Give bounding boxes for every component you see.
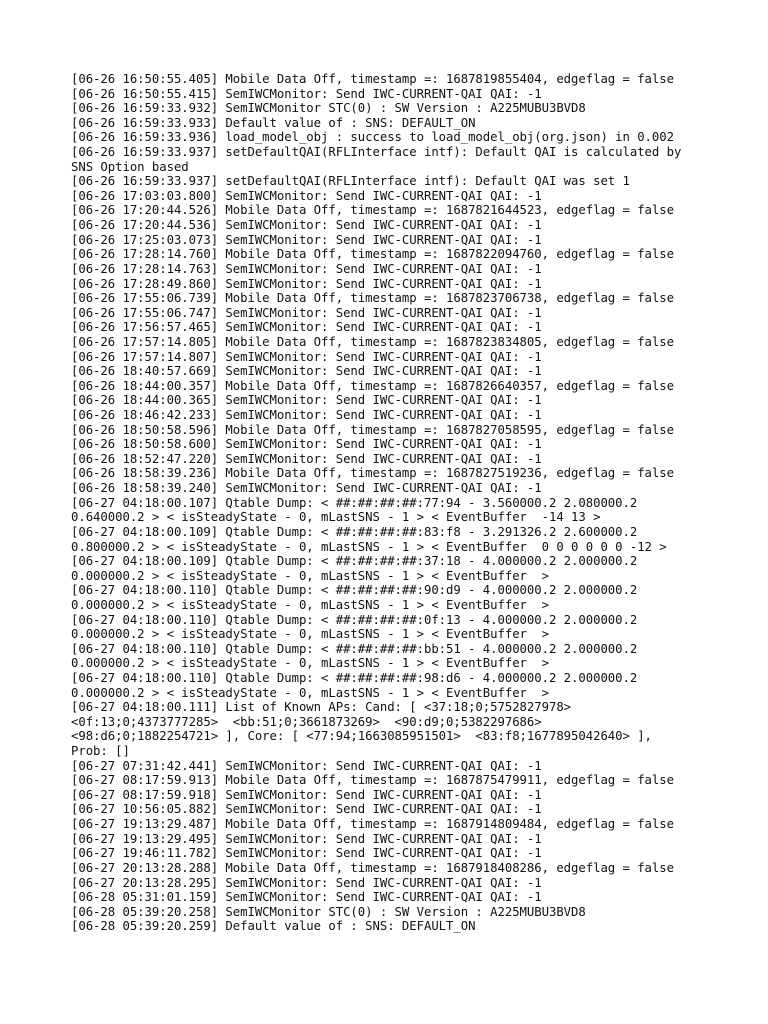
log-line: SNS Option based — [71, 159, 189, 174]
log-line: 0.000000.2 > < isSteadyState - 0, mLastSNS - 1 > < EventBuffer > — [71, 656, 549, 671]
log-line: [06-26 17:56:57.465] SemIWCMonitor: Send IWC-CURRENT-QAI QAI: -1 — [71, 320, 542, 335]
log-line: 0.000000.2 > < isSteadyState - 0, mLastSNS - 1 > < EventBuffer > — [71, 685, 549, 700]
log-line: [06-27 04:18:00.109] Qtable Dump: < ##:##:##:##:37:18 - 4.000000.2 2.000000.2 — [71, 554, 638, 569]
log-line: [06-27 04:18:00.110] Qtable Dump: < ##:##:##:##:98:d6 - 4.000000.2 2.000000.2 — [71, 670, 638, 685]
log-line: [06-26 17:20:44.536] SemIWCMonitor: Send IWC-CURRENT-QAI QAI: -1 — [71, 218, 542, 233]
log-line: 0.640000.2 > < isSteadyState - 0, mLastSNS - 1 > < EventBuffer -14 13 > — [71, 510, 601, 525]
log-line: [06-26 17:57:14.805] Mobile Data Off, timestamp =: 1687823834805, edgeflag = false — [71, 334, 674, 349]
log-line: 0.000000.2 > < isSteadyState - 0, mLastSNS - 1 > < EventBuffer > — [71, 597, 549, 612]
log-line: 0.800000.2 > < isSteadyState - 0, mLastSNS - 1 > < EventBuffer 0 0 0 0 0 0 -12 > — [71, 539, 667, 554]
log-line: <0f:13;0;4373777285> <bb:51;0;3661873269> <90:d9;0;5382297686> — [71, 714, 542, 729]
log-line: [06-26 17:28:14.763] SemIWCMonitor: Send IWC-CURRENT-QAI QAI: -1 — [71, 261, 542, 276]
log-line: [06-26 16:59:33.933] Default value of : SNS: DEFAULT_ON — [71, 115, 476, 130]
log-line: [06-27 07:31:42.441] SemIWCMonitor: Send IWC-CURRENT-QAI QAI: -1 — [71, 758, 542, 773]
log-line: [06-26 17:20:44.526] Mobile Data Off, timestamp =: 1687821644523, edgeflag = false — [71, 203, 674, 218]
log-line: [06-26 18:44:00.357] Mobile Data Off, timestamp =: 1687826640357, edgeflag = false — [71, 378, 674, 393]
log-line: [06-27 04:18:00.110] Qtable Dump: < ##:##:##:##:bb:51 - 4.000000.2 2.000000.2 — [71, 641, 638, 656]
log-line: [06-27 04:18:00.107] Qtable Dump: < ##:##:##:##:77:94 - 3.560000.2 2.080000.2 — [71, 495, 638, 510]
log-line: [06-27 10:56:05.882] SemIWCMonitor: Send IWC-CURRENT-QAI QAI: -1 — [71, 802, 542, 817]
log-line: [06-28 05:39:20.259] Default value of : SNS: DEFAULT_ON — [71, 919, 476, 934]
log-line: [06-27 04:18:00.110] Qtable Dump: < ##:##:##:##:90:d9 - 4.000000.2 2.000000.2 — [71, 583, 638, 598]
log-line: [06-27 19:46:11.782] SemIWCMonitor: Send IWC-CURRENT-QAI QAI: -1 — [71, 846, 542, 861]
log-line: [06-26 17:28:14.760] Mobile Data Off, timestamp =: 1687822094760, edgeflag = false — [71, 247, 674, 262]
log-line: [06-26 17:03:03.800] SemIWCMonitor: Send IWC-CURRENT-QAI QAI: -1 — [71, 188, 542, 203]
log-line: 0.000000.2 > < isSteadyState - 0, mLastSNS - 1 > < EventBuffer > — [71, 627, 549, 642]
log-line: [06-26 16:59:33.937] setDefaultQAI(RFLInterface intf): Default QAI is calculated by — [71, 145, 682, 160]
log-line: [06-27 20:13:28.295] SemIWCMonitor: Send IWC-CURRENT-QAI QAI: -1 — [71, 875, 542, 890]
log-line: [06-26 16:50:55.415] SemIWCMonitor: Send IWC-CURRENT-QAI QAI: -1 — [71, 86, 542, 101]
log-line: [06-28 05:39:20.258] SemIWCMonitor STC(0) : SW Version : A225MUBU3BVD8 — [71, 904, 586, 919]
log-line: [06-26 18:50:58.596] Mobile Data Off, timestamp =: 1687827058595, edgeflag = false — [71, 422, 674, 437]
log-line: Prob: [] — [71, 744, 130, 759]
log-line: [06-27 04:18:00.110] Qtable Dump: < ##:##:##:##:0f:13 - 4.000000.2 2.000000.2 — [71, 612, 638, 627]
log-line: [06-26 18:58:39.236] Mobile Data Off, timestamp =: 1687827519236, edgeflag = false — [71, 466, 674, 481]
log-line: [06-26 17:55:06.747] SemIWCMonitor: Send IWC-CURRENT-QAI QAI: -1 — [71, 305, 542, 320]
log-line: [06-26 18:46:42.233] SemIWCMonitor: Send IWC-CURRENT-QAI QAI: -1 — [71, 408, 542, 423]
log-line: [06-26 18:50:58.600] SemIWCMonitor: Send IWC-CURRENT-QAI QAI: -1 — [71, 437, 542, 452]
log-line: [06-26 17:25:03.073] SemIWCMonitor: Send IWC-CURRENT-QAI QAI: -1 — [71, 232, 542, 247]
log-line: [06-27 04:18:00.111] List of Known APs: Cand: [ <37:18;0;5752827978> — [71, 700, 572, 715]
log-line: 0.000000.2 > < isSteadyState - 0, mLastSNS - 1 > < EventBuffer > — [71, 568, 549, 583]
log-line: [06-27 19:13:29.487] Mobile Data Off, timestamp =: 1687914809484, edgeflag = false — [71, 817, 674, 832]
log-line: [06-28 05:31:01.159] SemIWCMonitor: Send IWC-CURRENT-QAI QAI: -1 — [71, 890, 542, 905]
log-line: <98:d6;0;1882254721> ], Core: [ <77:94;1663085951501> <83:f8;1677895042640> ], — [71, 729, 652, 744]
log-line: [06-26 16:50:55.405] Mobile Data Off, timestamp =: 1687819855404, edgeflag = false — [71, 72, 674, 86]
log-line: [06-27 20:13:28.288] Mobile Data Off, timestamp =: 1687918408286, edgeflag = false — [71, 860, 674, 875]
log-line: [06-26 18:40:57.669] SemIWCMonitor: Send IWC-CURRENT-QAI QAI: -1 — [71, 364, 542, 379]
log-line: [06-26 18:58:39.240] SemIWCMonitor: Send IWC-CURRENT-QAI QAI: -1 — [71, 481, 542, 496]
log-line: [06-26 17:57:14.807] SemIWCMonitor: Send IWC-CURRENT-QAI QAI: -1 — [71, 349, 542, 364]
log-line: [06-26 16:59:33.932] SemIWCMonitor STC(0) : SW Version : A225MUBU3BVD8 — [71, 101, 586, 116]
log-line: [06-26 17:55:06.739] Mobile Data Off, timestamp =: 1687823706738, edgeflag = false — [71, 291, 674, 306]
log-line: [06-27 08:17:59.913] Mobile Data Off, timestamp =: 1687875479911, edgeflag = false — [71, 773, 674, 788]
log-line: [06-26 17:28:49.860] SemIWCMonitor: Send IWC-CURRENT-QAI QAI: -1 — [71, 276, 542, 291]
log-text-block — [71, 72, 711, 934]
log-line: [06-27 19:13:29.495] SemIWCMonitor: Send IWC-CURRENT-QAI QAI: -1 — [71, 831, 542, 846]
log-line: [06-26 16:59:33.937] setDefaultQAI(RFLInterface intf): Default QAI was set 1 — [71, 174, 630, 189]
log-line: [06-26 18:44:00.365] SemIWCMonitor: Send IWC-CURRENT-QAI QAI: -1 — [71, 393, 542, 408]
log-line: [06-27 08:17:59.918] SemIWCMonitor: Send IWC-CURRENT-QAI QAI: -1 — [71, 787, 542, 802]
log-line: [06-26 16:59:33.936] load_model_obj : success to load_model_obj(org.json) in 0.002 — [71, 130, 674, 145]
log-line: [06-27 04:18:00.109] Qtable Dump: < ##:##:##:##:83:f8 - 3.291326.2 2.600000.2 — [71, 524, 638, 539]
log-line: [06-26 18:52:47.220] SemIWCMonitor: Send IWC-CURRENT-QAI QAI: -1 — [71, 451, 542, 466]
